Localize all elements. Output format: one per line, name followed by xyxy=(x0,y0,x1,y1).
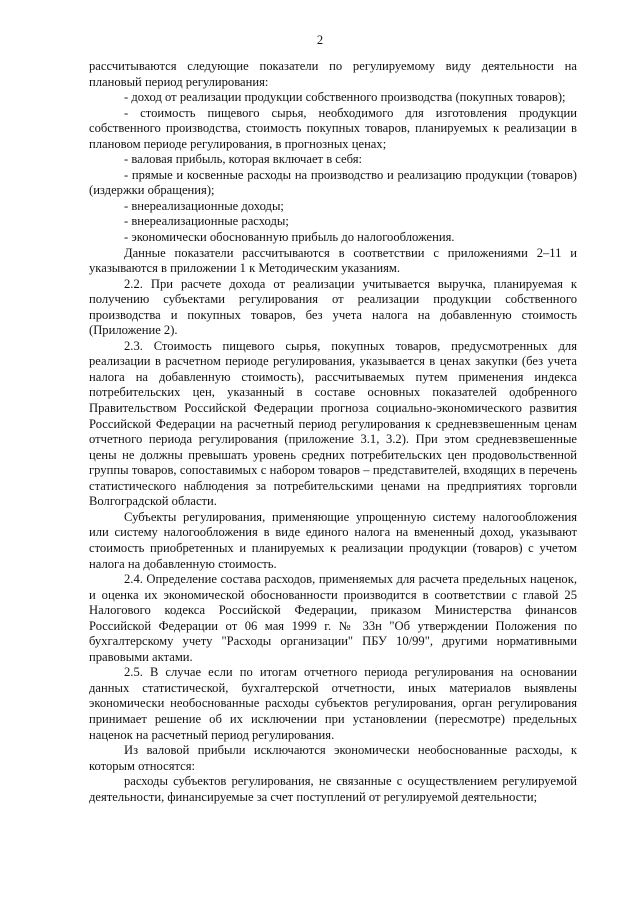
list-item: - прямые и косвенные расходы на производство и реализацию продукции (товаров) (издержки обращения); xyxy=(89,167,577,198)
paragraph-2-2: 2.2. При расчете дохода от реализации учитывается выручка, планируемая к получению субъектами регулирования от реализации продукции собственного производства и покупных товаров, без учета налога на добавленную стоимость (Приложение 2). xyxy=(89,276,577,338)
paragraph-2-5: 2.5. В случае если по итогам отчетного периода регулирования на основании данных статистической, бухгалтерской отчетности, иных материалов выявлены экономически необоснованные расходы субъектов регулирования, орган регулирования принимает решение об их исключении при установлении (пересмотре) предельных наценок на расчетный период регулирования. xyxy=(89,665,577,742)
list-item: - внереализационные доходы; xyxy=(124,198,284,213)
paragraph: Субъекты регулирования, применяющие упрощенную систему налогообложения или систему налогообложения в виде единого налога на вмененный доход, указывают стоимость приобретенных и планируемых к реализации продукции (товаров) с учетом налога на добавленную стоимость. xyxy=(89,509,577,571)
page-number: 2 xyxy=(316,33,324,47)
list-item: - внереализационные расходы; xyxy=(124,214,289,229)
paragraph: рассчитываются следующие показатели по регулируемому виду деятельности на плановый период регулирования: xyxy=(89,59,577,89)
paragraph-2-4: 2.4. Определение состава расходов, применяемых для расчета предельных наценок, и оценка их экономической обоснованности производится в соответствии с главой 25 Налогового кодекса Российской Федерации, приказом Министерства финансов Российской Федерации от 06 мая 1999 г. № 33н "Об утверждении Положения по бухгалтерскому учету "Расходы организации" ПБУ 10/99", другими нормативными правовыми актами. xyxy=(89,572,577,664)
paragraph: Данные показатели рассчитываются в соответствии с приложениями 2–11 и указываются в приложении 1 к Методическим указаниям. xyxy=(89,245,577,276)
list-item: - экономически обоснованную прибыль до налогообложения. xyxy=(124,230,455,245)
document-body xyxy=(89,59,577,805)
list-item: - доход от реализации продукции собственного производства (покупных товаров); xyxy=(124,90,566,105)
list-item: - стоимость пищевого сырья, необходимого для изготовления продукции собственного производства, стоимость покупных товаров, планируемых к реализации в плановом периоде регулирования, в прогнозных ценах; xyxy=(89,105,577,151)
list-item: - валовая прибыль, которая включает в себя: xyxy=(124,152,363,167)
paragraph: Из валовой прибыли исключаются экономически необоснованные расходы, к которым относятся: xyxy=(89,743,577,773)
paragraph-2-3: 2.3. Стоимость пищевого сырья, покупных товаров, предусмотренных для реализации в расчетном периоде регулирования, указывается в ценах закупки (без учета налога на добавленную стоимость), рассчитываемых путем применения индекса потребительских цен, указанный в составе основных показателей одобренного Правительством Российской Федерации прогноза социально-экономического развития Российской Федерации на расчетный период регулирования к средневзвешенным ценам отчетного периода регулирования (приложение 3.1, 3.2). При этом средневзвешенные цены не должны превышать уровень средних потребительских цен продовольственной группы товаров, сопоставимых с набором товаров – представителей, входящих в перечень статистического наблюдения за потребительскими ценами на предприятиях торговли Волгоградской области. xyxy=(89,338,577,509)
paragraph: расходы субъектов регулирования, не связанные с осуществлением регулируемой деятельности, финансируемые за счет поступлений от регулируемой деятельности; xyxy=(89,774,577,804)
